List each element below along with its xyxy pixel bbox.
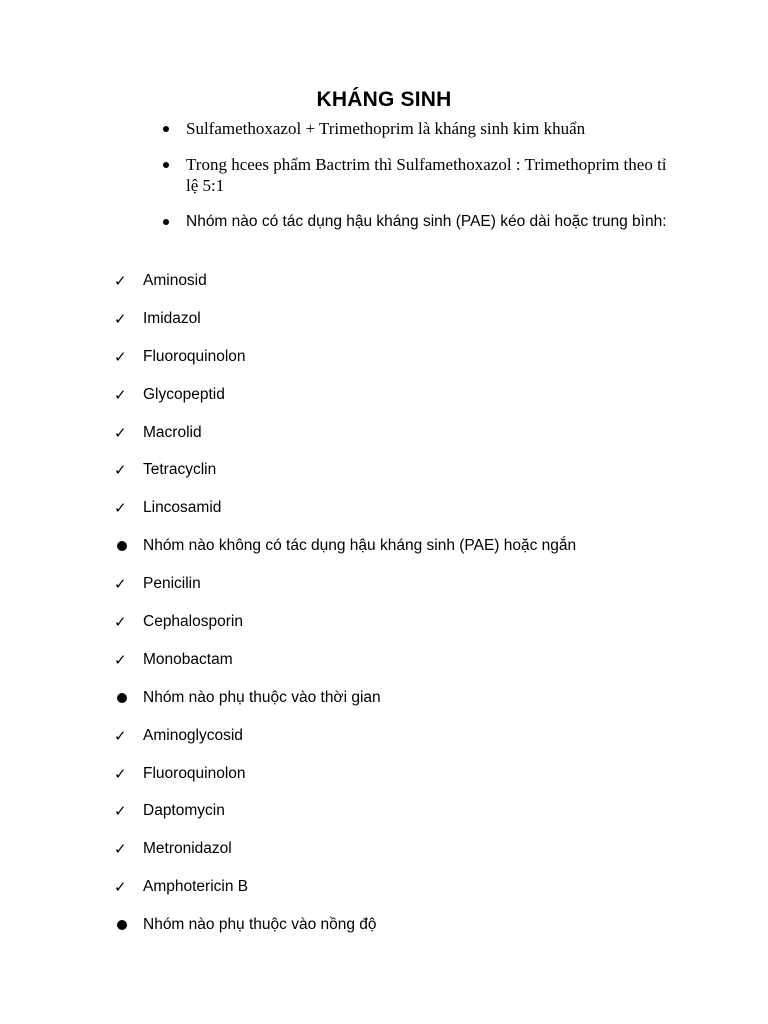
- bullet-dot-icon: [163, 219, 169, 225]
- filled-circle-icon: [117, 920, 127, 930]
- filled-circle-icon: [117, 693, 127, 703]
- intro-bullet-text: Trong hcees phẩm Bactrim thì Sulfamethoxazol : Trimethoprim theo tỉ lệ 5:1: [186, 155, 667, 195]
- list-item-text: Monobactam: [143, 650, 233, 668]
- intro-bullet-text: Nhóm nào có tác dụng hậu kháng sinh (PAE) kéo dài hoặc trung bình:: [186, 213, 667, 230]
- antibiotic-list: [112, 270, 712, 952]
- intro-bullet-item: [160, 118, 670, 139]
- checkmark-icon: ✓: [114, 347, 127, 366]
- checklist-item: [112, 308, 712, 346]
- section-bullet-item: [112, 687, 712, 725]
- checkmark-icon: ✓: [114, 802, 127, 821]
- intro-bullet-list: [160, 118, 670, 232]
- intro-bullet-item: [160, 211, 670, 232]
- checklist-item: [112, 573, 712, 611]
- list-item-text: Metronidazol: [143, 840, 232, 858]
- checklist-item: [112, 270, 712, 308]
- checklist-item: [112, 649, 712, 687]
- bullet-dot-icon: [112, 914, 132, 936]
- bullet-dot-icon: [163, 162, 169, 168]
- list-item-text: Nhóm nào phụ thuộc vào nồng độ: [143, 916, 377, 934]
- checkmark-icon: ✓: [114, 575, 127, 594]
- list-item-text: Amphotericin B: [143, 878, 249, 896]
- checkmark-icon: ✓: [114, 613, 127, 632]
- checkmark-icon: ✓: [114, 309, 127, 328]
- list-item-text: Nhóm nào phụ thuộc vào thời gian: [143, 688, 381, 706]
- bullet-dot-icon: [163, 126, 169, 132]
- checklist-item: [112, 384, 712, 422]
- checkmark-icon: ✓: [114, 878, 127, 897]
- checkmark-icon: ✓: [114, 726, 127, 745]
- checklist-item: [112, 611, 712, 649]
- checkmark-icon: ✓: [114, 499, 127, 518]
- checkmark-icon: ✓: [114, 423, 127, 442]
- bullet-dot-icon: [112, 687, 132, 709]
- checkmark-icon: ✓: [114, 650, 127, 669]
- checkmark-icon: ✓: [114, 764, 127, 783]
- checklist-item: [112, 346, 712, 384]
- checklist-item: [112, 876, 712, 914]
- list-item-text: Glycopeptid: [143, 385, 225, 403]
- bullet-dot-icon: [112, 535, 132, 557]
- checkmark-icon: ✓: [114, 461, 127, 480]
- list-item-text: Cephalosporin: [143, 613, 243, 631]
- list-item-text: Macrolid: [143, 423, 202, 441]
- checkmark-icon: ✓: [114, 272, 127, 290]
- checklist-item: [112, 838, 712, 876]
- checkmark-icon: ✓: [114, 840, 127, 859]
- intro-bullet-item: [160, 154, 670, 196]
- checklist-item: [112, 497, 712, 535]
- checklist-item: [112, 422, 712, 460]
- list-item-text: Nhóm nào không có tác dụng hậu kháng sinh (PAE) hoặc ngắn: [143, 537, 577, 555]
- list-item-text: Imidazol: [143, 309, 201, 327]
- section-bullet-item: [112, 535, 712, 573]
- list-item-text: Fluoroquinolon: [143, 764, 246, 782]
- list-item-text: Fluoroquinolon: [143, 347, 246, 365]
- filled-circle-icon: [117, 541, 127, 551]
- intro-bullet-text: Sulfamethoxazol + Trimethoprim là kháng sinh kim khuẩn: [186, 119, 586, 138]
- list-item-text: Tetracyclin: [143, 461, 217, 479]
- checklist-item: [112, 459, 712, 497]
- checkmark-icon: ✓: [114, 385, 127, 404]
- checklist-item: [112, 763, 712, 801]
- list-item-text: Lincosamid: [143, 499, 222, 517]
- list-item-text: Aminosid: [143, 272, 207, 289]
- checklist-item: [112, 800, 712, 838]
- list-item-text: Daptomycin: [143, 802, 225, 820]
- section-bullet-item: [112, 914, 712, 952]
- list-item-text: Penicilin: [143, 575, 201, 593]
- checklist-item: [112, 725, 712, 763]
- document-title: KHÁNG SINH: [316, 88, 452, 111]
- list-item-text: Aminoglycosid: [143, 726, 243, 744]
